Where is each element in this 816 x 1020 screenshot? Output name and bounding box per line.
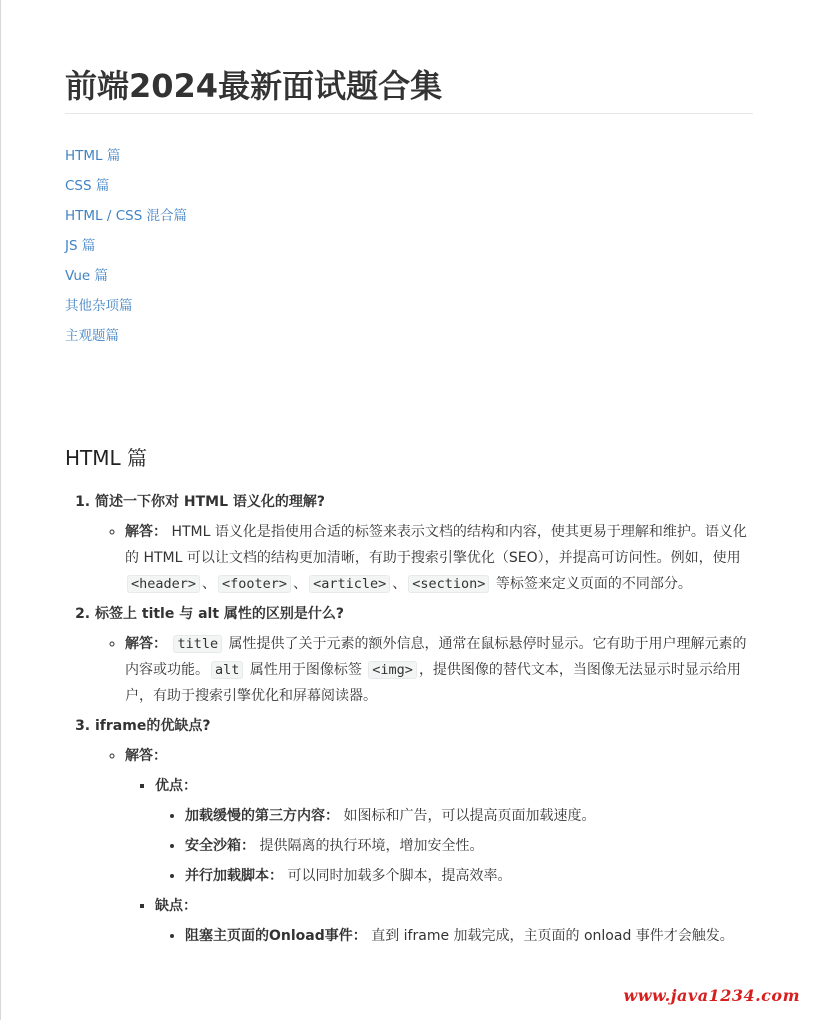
separator: 、 — [202, 576, 217, 592]
left-border — [0, 0, 1, 1020]
item-label: 阻塞主页面的Onload事件： — [185, 928, 367, 944]
answer-text: 属性提供了关于元素的额外信息，通常在鼠标悬停时显示。它有助于用户理解元素的内容或功能。 — [125, 636, 747, 678]
item-text: 如图标和广告，可以提高页面加载速度。 — [343, 808, 596, 824]
item-text: 可以同时加载多个脚本，提高效率。 — [287, 868, 512, 884]
answer-item — [125, 519, 753, 597]
watermark: www.java1234.com — [623, 986, 800, 1005]
item-label: 并行加载脚本： — [185, 868, 283, 884]
answer-text: 等标签来定义页面的不同部分。 — [495, 576, 692, 592]
separator: 、 — [392, 576, 407, 592]
list-item — [185, 833, 753, 859]
answer-text: HTML 语义化是指使用合适的标签来表示文档的结构和内容，使其更易于理解和维护。语义化的 HTML 可以让文档的结构更加清晰，有助于搜索引擎优化（SEO），并提高可访问性。例如，使用 — [125, 524, 747, 566]
item-label: 安全沙箱： — [185, 838, 255, 854]
section-heading: HTML 篇 — [65, 446, 148, 470]
answer-label: 解答： — [125, 524, 167, 540]
item-text: 直到 iframe 加载完成，主页面的 onload 事件才会触发。 — [371, 928, 734, 944]
toc-link-html[interactable]: HTML 篇 — [65, 148, 121, 164]
inline-code: alt — [211, 661, 243, 679]
question-item — [95, 489, 753, 597]
item-label: 加载缓慢的第三方内容： — [185, 808, 339, 824]
toc-link-vue[interactable]: Vue 篇 — [65, 268, 108, 284]
title-divider — [65, 113, 753, 114]
toc-link-html-css[interactable]: HTML / CSS 混合篇 — [65, 208, 188, 224]
answer-text: 属性用于图像标签 — [249, 662, 362, 678]
question-item — [95, 601, 753, 709]
toc-link-misc[interactable]: 其他杂项篇 — [65, 298, 133, 314]
list-item — [185, 863, 753, 889]
answer-item — [125, 743, 753, 949]
list-item — [185, 923, 753, 949]
inline-code: title — [173, 635, 222, 653]
toc-link-subjective[interactable]: 主观题篇 — [65, 328, 119, 344]
inline-code: <header> — [127, 575, 200, 593]
list-item — [185, 803, 753, 829]
toc-link-css[interactable]: CSS 篇 — [65, 178, 110, 194]
pros-label: 优点： — [155, 778, 197, 794]
pros-item — [155, 773, 753, 889]
inline-code: <footer> — [218, 575, 291, 593]
separator: 、 — [293, 576, 308, 592]
inline-code: <img> — [368, 661, 417, 679]
question-text: 标签上 title 与 alt 属性的区别是什么? — [95, 606, 345, 622]
page-title: 前端2024最新面试题合集 — [65, 67, 443, 105]
answer-label: 解答： — [125, 636, 167, 652]
answer-text: ，提供图像的替代文本，当图像无法显示时显示给用户，有助于搜索引擎优化和屏幕阅读器。 — [125, 662, 741, 704]
toc-link-js[interactable]: JS 篇 — [65, 238, 96, 254]
answer-label: 解答： — [125, 748, 167, 764]
table-of-contents — [65, 146, 753, 356]
question-text: iframe的优缺点? — [95, 718, 211, 734]
question-item — [95, 713, 753, 949]
question-text: 简述一下你对 HTML 语义化的理解? — [95, 494, 325, 510]
inline-code: <section> — [408, 575, 489, 593]
answer-item — [125, 631, 753, 709]
cons-item — [155, 893, 753, 949]
inline-code: <article> — [309, 575, 390, 593]
cons-label: 缺点： — [155, 898, 197, 914]
question-list — [65, 489, 753, 953]
document — [65, 0, 753, 944]
item-text: 提供隔离的执行环境，增加安全性。 — [259, 838, 484, 854]
